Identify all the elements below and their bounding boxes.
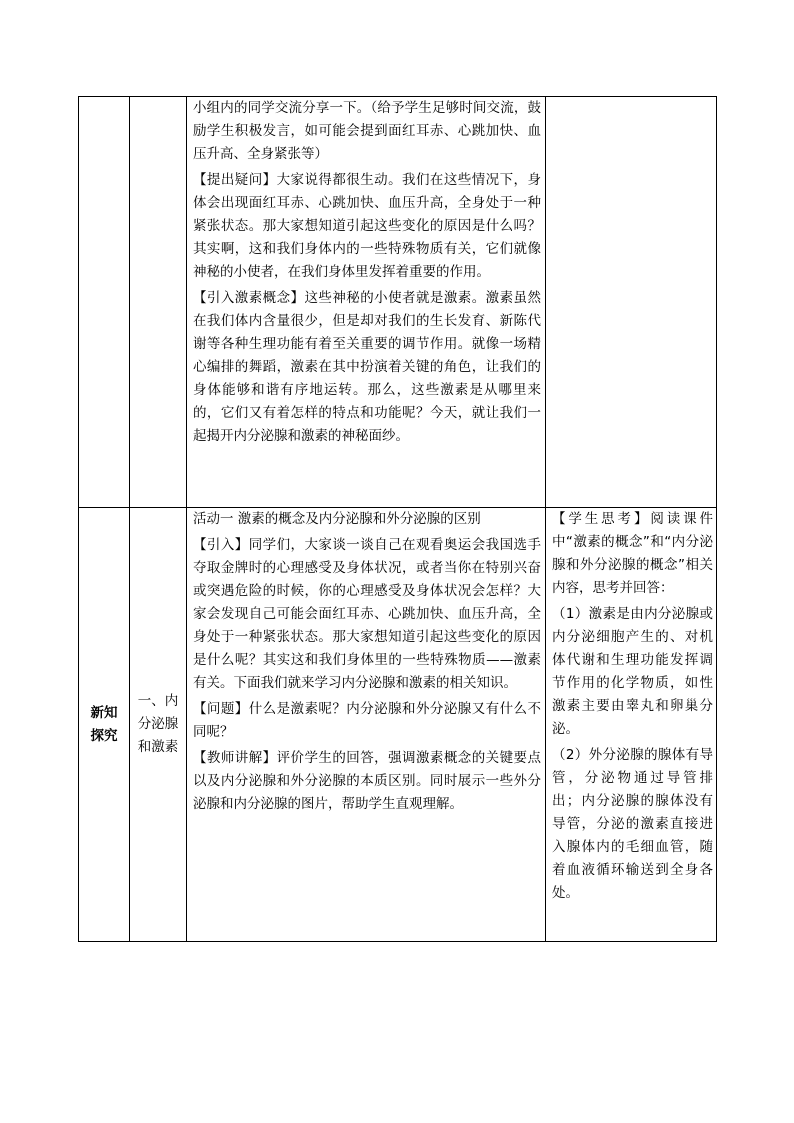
stage-cell [79, 508, 130, 942]
stage-label: 探究 [90, 727, 118, 744]
paragraph: 【引入激素概念】这些神秘的小使者就是激素。激素虽然在我们体内含量很少，但是却对我们的生长发育、新陈代谢等各种生理功能有着至关重要的调节作用。就像一场精心编排的舞蹈，激素在其中扮演着关键的角色，让我们的身体能够和谐有序地运转。那么，这些激素是从哪里来的，它们又有着怎样的特点和功能呢？今天，就让我们一起揭开内分泌腺和激素的神秘面纱。 [193, 290, 541, 444]
student-activity-cell [546, 508, 717, 942]
stage-cell [79, 97, 130, 508]
teacher-activity-cell [187, 97, 546, 508]
paragraph: 【提出疑问】大家说得都很生动。我们在这些情况下，身体会出现面红耳赤、心跳加快、血压升高，全身处于一种紧张状态。那大家想知道引起这些变化的原因是什么吗？其实啊，这和我们身体内的一些特殊物质有关，它们就像神秘的小使者，在我们身体里发挥着重要的作用。 [193, 172, 541, 280]
paragraph: 小组内的同学交流分享一下。（给予学生足够时间交流，鼓励学生积极发言，如可能会提到面红耳赤、心跳加快、血压升高、全身紧张等） [193, 100, 541, 162]
activity-title: 活动一 激素的概念及内分泌腺和外分泌腺的区别 [193, 511, 481, 527]
paragraph: 【教师讲解】评价学生的回答，强调激素概念的关键要点以及内分泌腺和外分泌腺的本质区别。同时展示一些外分泌腺和内分泌腺的图片，帮助学生直观理解。 [193, 750, 541, 812]
table-row [79, 508, 717, 942]
table-row [79, 97, 717, 508]
paragraph: 【引入】同学们，大家谈一谈自己在观看奥运会我国选手夺取金牌时的心理感受及身体状况，或者当你在特别兴奋或突遇危险的时候，你的心理感受及身体状况会怎样？大家会发现自己可能会面红耳赤、心跳加快、血压升高，全身处于一种紧张状态。那大家想知道引起这些变化的原因是什么呢？其实这和我们身体里的一些特殊物质——激素有关。下面我们就来学习内分泌腺和激素的相关知识。 [193, 537, 541, 691]
section-label: 一、内 [137, 693, 179, 709]
section-cell [130, 97, 187, 508]
section-label: 分泌腺 [137, 716, 179, 732]
paragraph: 【问题】什么是激素呢？内分泌腺和外分泌腺又有什么不同呢？ [193, 701, 541, 740]
stage-label: 新知 [90, 704, 118, 721]
paragraph: （1）激素是由内分泌腺或内分泌细胞产生的、对机体代谢和生理功能发挥调节作用的化学物质，如性激素主要由睾丸和卵巢分泌。 [552, 606, 713, 737]
paragraph: （2）外分泌腺的腺体有导管，分泌物通过导管排出；内分泌腺的腺体没有导管，分泌的激素直接进入腺体内的毛细血管，随着血液循环输送到全身各处。 [552, 747, 713, 901]
section-cell [130, 508, 187, 942]
paragraph: 【学生思考】阅读课件中“激素的概念”和“内分泌腺和外分泌腺的概念”相关内容，思考并回答： [552, 511, 713, 596]
teacher-activity-cell [187, 508, 546, 942]
student-activity-cell [546, 97, 717, 508]
section-label: 和激素 [137, 739, 179, 755]
lesson-plan-table [78, 96, 717, 942]
